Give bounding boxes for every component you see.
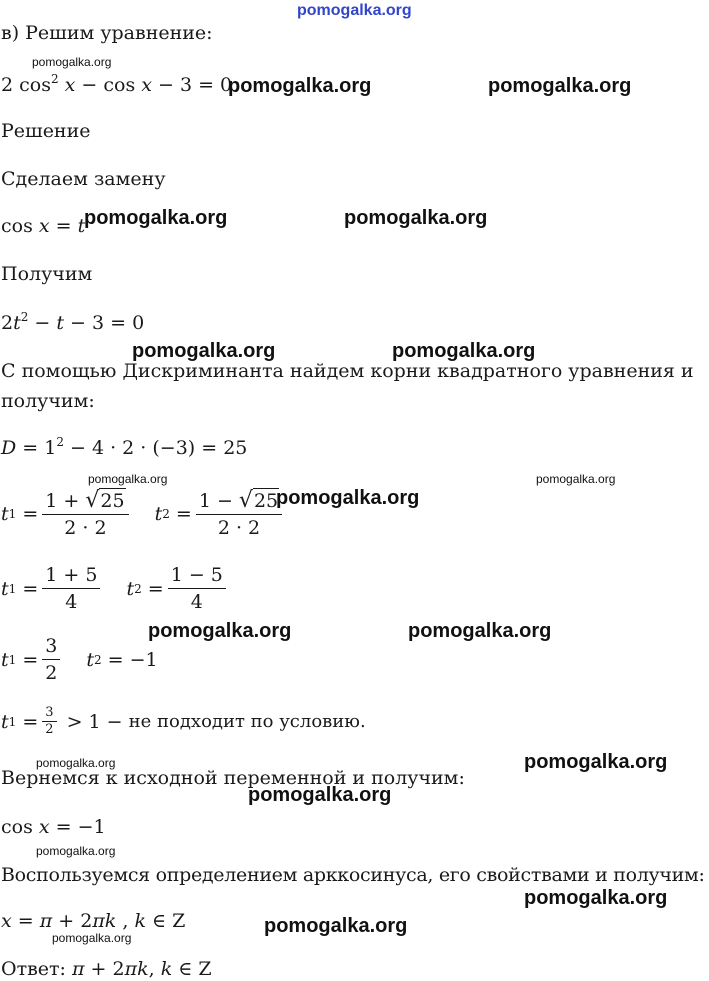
watermark: pomogalka.org (392, 340, 536, 362)
discriminant-text-1: С помощью Дискриминанта найдем корни квадратного уравнения и (1, 360, 694, 382)
substitution-label: Сделаем замену (1, 168, 166, 190)
watermark: pomogalka.org (276, 487, 420, 509)
watermark: pomogalka.org (36, 756, 116, 770)
watermark-top[interactable]: pomogalka.org (297, 2, 412, 19)
watermark: pomogalka.org (52, 931, 132, 945)
watermark: pomogalka.org (524, 887, 668, 909)
roots-num: t 1 = $\frac{1 + 5}{4}$ t 2 = $\frac{1 - 5}{4}$ (1, 563, 230, 614)
watermark: pomogalka.org (32, 55, 112, 69)
equation: 2 $\cos^2 x - \cos x - 3 = 0$ (1, 72, 233, 96)
not-fit-text: не подходит по условию. (128, 711, 366, 732)
watermark: pomogalka.org (228, 75, 372, 97)
return-text: Вернемся к исходной переменной и получим: (1, 767, 465, 789)
answer-label: Ответ: (1, 958, 66, 980)
watermark: pomogalka.org (264, 915, 408, 937)
arccos-text: Воспользуемся определением арккосинуса, его свойствами и получим: (1, 864, 705, 886)
watermark: pomogalka.org (132, 340, 276, 362)
solution-label: Решение (1, 120, 91, 142)
heading: в) Решим уравнение: (1, 22, 213, 44)
roots-final: t 1 = $\frac{3}{2}$ t 2 = −1 (1, 635, 158, 684)
discriminant-text-2: получим: (1, 390, 95, 412)
watermark: pomogalka.org (524, 751, 668, 773)
watermark: pomogalka.org (88, 472, 168, 486)
watermark: pomogalka.org (408, 620, 552, 642)
roots-sqrt: t 1 = 1 + √ 25 2 · 2 t 2 = 1 − √ 25 2 · 2 (1, 488, 286, 540)
discriminant: $D = 1^2 - 4 \cdot 2 \cdot (-3) = 25$ (1, 435, 248, 459)
replacement: cos x = t (1, 215, 86, 237)
obtain-label: Получим (1, 263, 93, 285)
general-solution: x = π + 2πk , k ∈ Z (1, 910, 186, 932)
watermark: pomogalka.org (248, 784, 392, 806)
watermark: pomogalka.org (84, 207, 228, 229)
cos-equation: cos x = −1 (1, 816, 106, 838)
quadratic: $2t^2 - t - 3 = 0$ (1, 310, 145, 334)
watermark: pomogalka.org (36, 844, 116, 858)
watermark: pomogalka.org (488, 75, 632, 97)
watermark: pomogalka.org (536, 472, 616, 486)
answer: Ответ: π + 2πk, k ∈ Z (1, 958, 212, 980)
watermark: pomogalka.org (344, 207, 488, 229)
check-line: t 1 = $\frac{3}{2}$ > 1 − не подходит по условию. (1, 705, 366, 737)
watermark: pomogalka.org (148, 620, 292, 642)
